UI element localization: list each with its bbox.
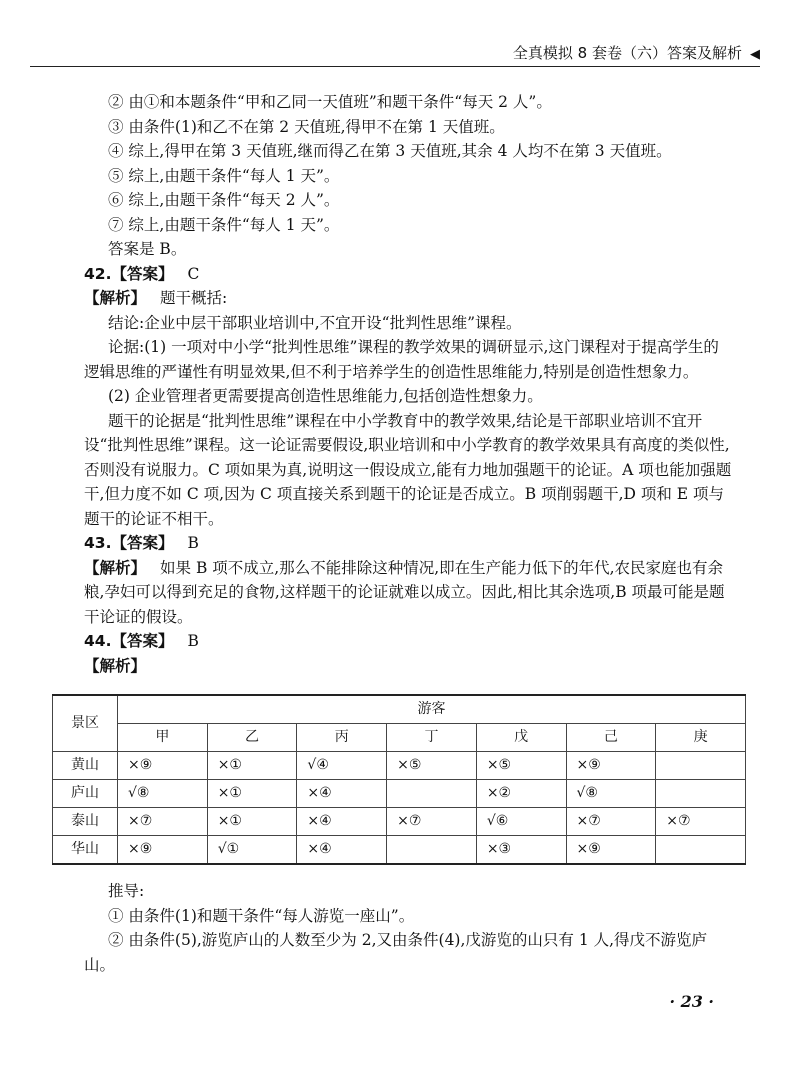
table-cell: √⑥: [476, 808, 566, 836]
table-cell: ×⑦: [656, 808, 746, 836]
q42-analysis-heading: [84, 286, 734, 311]
table-cell: √⑧: [118, 780, 208, 808]
table-cell: ×④: [297, 808, 387, 836]
header-title: 全真模拟 8 套卷（六）答案及解析: [512, 44, 742, 62]
table-cell: ×⑨: [118, 752, 208, 780]
column-header: 庚: [656, 724, 746, 752]
q44-answer-heading: [84, 629, 734, 654]
answer-line: 答案是 B。: [108, 240, 187, 258]
q43-answer: B: [187, 534, 199, 552]
table-row: [53, 836, 746, 865]
q43-answer-tag: 【答案】: [111, 534, 174, 552]
table-cell: ×⑦: [566, 808, 656, 836]
table-cell: [656, 752, 746, 780]
table-cell: ×⑤: [387, 752, 477, 780]
derivation-line-6: ⑥ 综上,由题干条件“每天 2 人”。: [108, 191, 340, 209]
group-header: 游客: [118, 695, 746, 724]
table-row: [53, 780, 746, 808]
table-cell: ×②: [476, 780, 566, 808]
table-cell: ×①: [207, 752, 297, 780]
q43-answer-heading: [84, 531, 734, 556]
derivation-line-2: ② 由①和本题条件“甲和乙同一天值班”和题干条件“每天 2 人”。: [108, 93, 552, 111]
q42-answer: C: [187, 264, 200, 283]
column-header: 丙: [297, 724, 387, 752]
table-cell: [656, 780, 746, 808]
derivation-title: 推导:: [108, 882, 145, 900]
table-cell: ×①: [207, 808, 297, 836]
table-cell: ×⑤: [476, 752, 566, 780]
table-cell: ×①: [207, 780, 297, 808]
column-header: 丁: [387, 724, 477, 752]
q44-analysis-heading: [84, 654, 734, 679]
table-cell: [387, 780, 477, 808]
q42-evidence-2: (2) 企业管理者更需要提高创造性思维能力,包括创造性想象力。: [108, 387, 543, 405]
row-header: 华山: [53, 836, 118, 865]
column-header: 戊: [476, 724, 566, 752]
q42-answer-tag: 【答案】: [111, 264, 174, 283]
q42-analysis-intro: 题干概括:: [160, 289, 228, 307]
table-cell: √①: [207, 836, 297, 865]
table-cell: ×⑦: [118, 808, 208, 836]
table-cell: [656, 836, 746, 865]
table-cell: [387, 836, 477, 865]
q42-answer-heading: [84, 262, 734, 287]
table-cell: ×⑨: [566, 752, 656, 780]
triangle-marker-icon: ◀: [750, 47, 760, 62]
column-header: 乙: [207, 724, 297, 752]
table-row: [53, 808, 746, 836]
derivation-line-7: ⑦ 综上,由题干条件“每人 1 天”。: [108, 215, 340, 234]
q42-number: 42.: [84, 264, 112, 283]
derivation-line-4: ④ 综上,得甲在第 3 天值班,继而得乙在第 3 天值班,其余 4 人均不在第 3 天值班。: [108, 142, 672, 160]
page-number: · 23 ·: [669, 992, 714, 1011]
q43-number: 43.: [84, 534, 112, 552]
tourist-scenic-table: [52, 694, 746, 865]
table-row: [53, 752, 746, 780]
q42-evidence-1: 论据:(1) 一项对中小学“批判性思维”课程的教学效果的调研显示,这门课程对于提高学生的逻辑思维的严谨性有明显效果,但不利于培养学生的创造性思维能力,特别是创造性想象力。: [84, 338, 719, 381]
column-header: 甲: [118, 724, 208, 752]
q44-number: 44.: [84, 632, 112, 650]
derivation-line-3: ③ 由条件(1)和乙不在第 2 天值班,得甲不在第 1 天值班。: [108, 117, 505, 136]
row-header: 泰山: [53, 808, 118, 836]
derivation-step-2: ② 由条件(5),游览庐山的人数至少为 2,又由条件(4),戊游览的山只有 1 人,得戊不游览庐山。: [84, 931, 708, 974]
row-header: 黄山: [53, 752, 118, 780]
table-cell: ×⑨: [566, 836, 656, 865]
table-cell: ×④: [297, 836, 387, 865]
table-cell: ×⑨: [118, 836, 208, 865]
q42-conclusion: 结论:企业中层干部职业培训中,不宜开设“批判性思维”课程。: [108, 313, 522, 332]
q44-answer: B: [187, 632, 199, 650]
table-cell: ×⑦: [387, 808, 477, 836]
row-header: 庐山: [53, 780, 118, 808]
table-cell: √④: [297, 752, 387, 780]
q44-analysis-tag: 【解析】: [84, 656, 147, 675]
q43-analysis: [84, 556, 734, 630]
derivation-step-1: ① 由条件(1)和题干条件“每人游览一座山”。: [108, 906, 415, 925]
page-content: [71, 90, 734, 977]
table-cell: ×④: [297, 780, 387, 808]
q44-answer-tag: 【答案】: [111, 632, 174, 650]
derivation-line-5: ⑤ 综上,由题干条件“每人 1 天”。: [108, 166, 340, 185]
table-cell: ×③: [476, 836, 566, 865]
q42-analysis-tag: 【解析】: [84, 289, 147, 307]
q42-explanation: 题干的论据是“批判性思维”课程在中小学教育中的教学效果,结论是干部职业培训不宜开设“批判性思维”课程。这一论证需要假设,职业培训和中小学教育的教学效果具有高度的类似性,否则没有说服力。C 项如果为真,说明这一假设成立,能有力地加强题干的论证。A 项也能加强题干,但力度不如 C 项,因为 C 项直接关系到题干的论证是否成立。B 项削弱题干,D 项和 E 项与题干的论证不相干。: [84, 411, 732, 528]
column-header: 己: [566, 724, 656, 752]
q43-analysis-tag: 【解析】: [84, 558, 147, 577]
q43-analysis-text: 如果 B 项不成立,那么不能排除这种情况,即在生产能力低下的年代,农民家庭也有余粮,孕妇可以得到充足的食物,这样题干的论证就难以成立。因此,相比其余选项,B 项最可能是题干论证的假设。: [84, 558, 725, 626]
table-cell: √⑧: [566, 780, 656, 808]
running-header: [30, 40, 760, 67]
corner-header: 景区: [53, 695, 118, 752]
